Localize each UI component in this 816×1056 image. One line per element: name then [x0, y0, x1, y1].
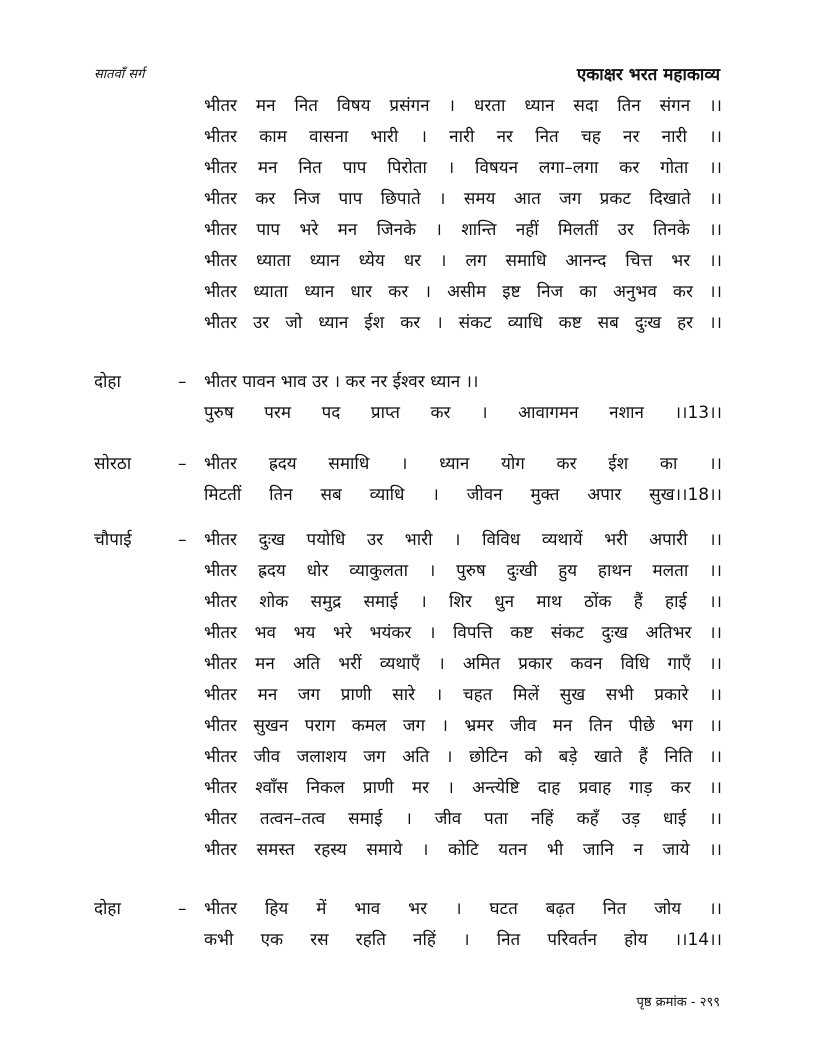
header-section-title: सातवाँ सर्ग [94, 67, 145, 82]
header-book-title: एकाक्षर भरत महाकाव्य [576, 65, 720, 85]
verse-block-chaupai-continued [204, 91, 722, 339]
verse-type-label: चौपाई [94, 530, 132, 550]
label-dash: – [178, 530, 187, 550]
verse-line: भीतर तत्वन–तत्व समाई । जीव पता नहिं कहँ उड़ धाई ।। [204, 809, 722, 829]
verse-line: भीतर दुःख पयोधि उर भारी । विविध व्यथायें भरी अपारी ।। [204, 530, 722, 550]
verse-line: मिटतीं तिन सब व्याधि । जीवन मुक्त अपार सुख।।18।। [204, 485, 722, 505]
verse-line: भीतर सुखन पराग कमल जग । भ्रमर जीव मन तिन पीछे भग ।। [204, 716, 722, 736]
verse-line: भीतर जीव जलाशय जग अति । छोटिन को बड़े खाते हैं निति ।। [204, 747, 722, 767]
verse-line: भीतर ध्याता ध्यान धार कर । असीम इष्ट निज का अनुभव कर ।। [204, 282, 722, 302]
verse-type-label: दोहा [94, 372, 121, 392]
verse-line: कभी एक रस रहति नहिं । नित परिवर्तन होय ।।14।। [204, 930, 722, 950]
verse-block-chaupai [204, 525, 722, 866]
label-dash: – [178, 454, 187, 474]
verse-line: भीतर पावन भाव उर । कर नर ईश्वर ध्यान ।। [204, 372, 479, 392]
verse-line: भीतर काम वासना भारी । नारी नर नित चह नर नारी ।। [204, 127, 722, 147]
verse-type-label: सोरठा [94, 454, 132, 474]
verse-type-label: दोहा [94, 899, 121, 919]
verse-line: भीतर मन जग प्राणी सारे । चहत मिलें सुख सभी प्रकारे ।। [204, 685, 722, 705]
verse-line: भीतर ध्याता ध्यान ध्येय धर । लग समाधि आनन्द चित्त भर ।। [204, 251, 722, 271]
verse-line: भीतर शोक समुद्र समाई । शिर धुन माथ ठोंक हैं हाई ।। [204, 592, 722, 612]
verse-line: भीतर मन नित विषय प्रसंगन । धरता ध्यान सदा तिन संगन ।। [204, 96, 722, 116]
verse-line: भीतर उर जो ध्यान ईश कर । संकट व्याधि कष्ट सब दुःख हर ।। [204, 313, 722, 333]
verse-block-doha [204, 367, 722, 429]
verse-line: भीतर ह्रदय धोर व्याकुलता । पुरुष दुःखी हुय हाथन मलता ।। [204, 561, 722, 581]
verse-line: भीतर कर निज पाप छिपाते । समय आत जग प्रकट दिखाते ।। [204, 189, 722, 209]
verse-line: भीतर ह्रदय समाधि । ध्यान योग कर ईश का ।। [204, 454, 722, 474]
verse-block-sortha [204, 449, 722, 511]
verse-line: भीतर पाप भरे मन जिनके । शान्ति नहीं मिलतीं उर तिनके ।। [204, 220, 722, 240]
verse-line: भीतर श्वाँस निकल प्राणी मर । अन्त्येष्टि दाह प्रवाह गाड़ कर ।। [204, 778, 722, 798]
verse-line: पुरुष परम पद प्राप्त कर । आवागमन नशान ।।13।। [204, 403, 722, 423]
label-dash: – [178, 899, 187, 919]
label-dash: – [178, 372, 187, 392]
verse-line: भीतर समस्त रहस्य समाये । कोटि यतन भी जानि न जाये ।। [204, 840, 722, 860]
page-number: पृष्ठ क्रमांक - २९९ [636, 995, 720, 1010]
verse-line: भीतर मन अति भरीं व्यथाएँ । अमित प्रकार कवन विधि गाएँ ।। [204, 654, 722, 674]
verse-line: भीतर हिय में भाव भर । घटत बढ़त नित जोय ।। [204, 899, 722, 919]
verse-block-doha [204, 894, 722, 956]
verse-line: भीतर मन नित पाप पिरोता । विषयन लगा–लगा कर गोता ।। [204, 158, 722, 178]
verse-line: भीतर भव भय भरे भयंकर । विपत्ति कष्ट संकट दुःख अतिभर ।। [204, 623, 722, 643]
